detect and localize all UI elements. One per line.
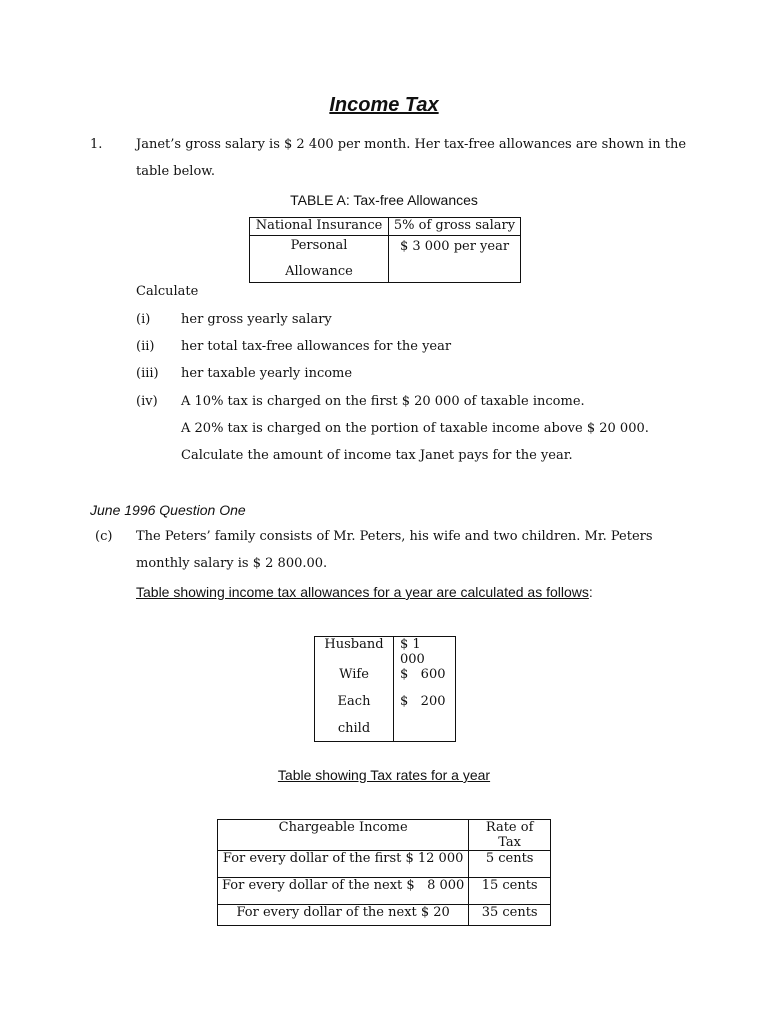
section-heading: June 1996 Question One <box>90 502 246 518</box>
table-cell: $ 3 000 per year <box>389 236 521 283</box>
table-cell: $ 200 <box>400 694 446 709</box>
page-title: Income Tax <box>329 94 439 116</box>
table-cell: National Insurance <box>250 218 389 236</box>
table-cell: 15 cents <box>469 878 551 905</box>
q1-intro-line1: Janet’s gross salary is $ 2 400 per month. Her tax-free allowances are shown in the <box>136 137 687 152</box>
part-text: her taxable yearly income <box>181 366 353 381</box>
part-iv-line3: Calculate the amount of income tax Janet pays for the year. <box>181 448 573 463</box>
part-label: (iii) <box>136 366 159 381</box>
table-header: Rate of Tax <box>469 820 551 851</box>
part-text: her gross yearly salary <box>181 312 332 327</box>
table-cell: For every dollar of the first $ 12 000 <box>218 851 469 878</box>
table-cell: 5% of gross salary <box>389 218 521 236</box>
rates-heading: Table showing Tax rates for a year <box>277 767 491 783</box>
part-label: (ii) <box>136 339 155 354</box>
table-cell: For every dollar of the next $ 20 <box>218 905 469 926</box>
table-cell <box>250 236 389 283</box>
table-row <box>315 721 456 742</box>
allowances-heading-text: Table showing income tax allowances for a year are calculated as follows <box>136 584 589 600</box>
q1-intro-line2: table below. <box>136 164 215 179</box>
table-cell: For every dollar of the next $ 8 000 <box>218 878 469 905</box>
personal-label: Personal <box>290 238 348 253</box>
table-cell: child <box>315 721 394 742</box>
question-number: 1. <box>90 137 103 152</box>
part-text: her total tax-free allowances for the year <box>181 339 452 354</box>
allowances-heading-colon: : <box>588 584 593 600</box>
part-label: (i) <box>136 312 151 327</box>
table-row <box>218 878 551 905</box>
table-cell: Wife <box>315 667 394 694</box>
calculate-label: Calculate <box>136 284 199 299</box>
table-cell: $ 600 <box>400 667 446 682</box>
tax-rates-table <box>217 819 551 926</box>
part-text: A 10% tax is charged on the first $ 20 000 of taxable income. <box>181 394 585 409</box>
table-row <box>315 667 456 694</box>
table-row <box>315 694 456 721</box>
table-a-title: TABLE A: Tax-free Allowances <box>290 192 478 208</box>
part-iv-line2: A 20% tax is charged on the portion of taxable income above $ 20 000. <box>181 421 649 436</box>
table-cell: Husband <box>315 637 394 668</box>
allowances-table-a <box>249 217 521 283</box>
table-cell: Each <box>315 694 394 721</box>
table-cell: 35 cents <box>469 905 551 926</box>
table-row <box>218 905 551 926</box>
table-cell <box>394 721 456 742</box>
table-row <box>250 218 521 236</box>
table-row <box>250 236 521 283</box>
allowances-heading <box>136 584 593 600</box>
part-label: (iv) <box>136 394 158 409</box>
june-line1: The Peters’ family consists of Mr. Peters, his wife and two children. Mr. Peters <box>136 529 653 544</box>
allowance-label: Allowance <box>285 264 353 279</box>
question-part-label: (c) <box>95 529 113 544</box>
table-header-row <box>218 820 551 851</box>
table-header: Chargeable Income <box>218 820 469 851</box>
table-cell: $ 1 000 <box>400 637 425 667</box>
june-line2: monthly salary is $ 2 800.00. <box>136 556 328 571</box>
table-cell: 5 cents <box>469 851 551 878</box>
allowances-table <box>314 636 456 742</box>
table-row <box>315 637 456 668</box>
table-row <box>218 851 551 878</box>
